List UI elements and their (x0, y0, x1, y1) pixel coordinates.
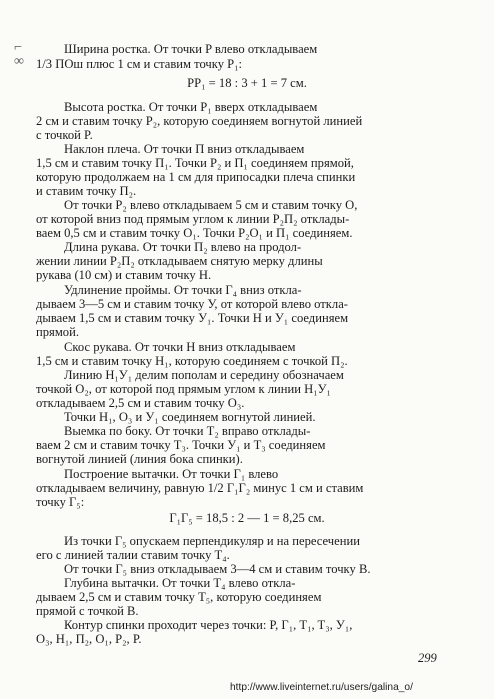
page-number: 299 (418, 651, 437, 665)
text-line: Наклон плеча. От точки П вниз откладываем (64, 142, 305, 156)
text-line: 1,5 см и ставим точку П₁. Точки P₂ и П₁ соединяем прямой, (36, 156, 354, 170)
text-line: Из точки Г₅ опускаем перпендикуляр и на пересечении (64, 534, 360, 548)
text-line: 1,5 см и ставим точку H₁, которую соединяем с точкой П₂. (36, 354, 348, 368)
text-line: Глубина вытачки. От точки T₄ влево откла- (64, 576, 296, 590)
text-line: Ширина ростка. От точки P влево откладываем (64, 42, 318, 56)
text-line: жении линии P₂П₂ откладываем снятую мерку длины (36, 254, 323, 268)
text-line: Построение вытачки. От точки Г₁ влево (64, 467, 279, 481)
margin-mark-1: ⌐ (14, 40, 22, 55)
text-line: 2 см и ставим точку P₂, которую соединяем вогнутой линией (36, 114, 363, 128)
text-line: Контур спинки проходит через точки: P, Г₁, T₁, T₃, У₁, (64, 618, 353, 632)
text-line: Высота ростка. От точки P₁ вверх откладываем (64, 100, 318, 114)
text-line: от которой вниз под прямым углом к линии P₂П₂ отклады- (36, 212, 350, 226)
text-line: которую продолжаем на 1 см для припосадки плеча спинки (36, 170, 356, 184)
text-line: ваем 0,5 см и ставим точку O₁. Точки P₂O₁ и П₁ соединяем. (36, 226, 353, 240)
text-line: прямой с точкой B. (36, 604, 139, 618)
margin-mark-2: ∞ (14, 54, 24, 69)
text-line: рукава (10 см) и ставим точку H. (36, 268, 212, 282)
text-line: дываем 1,5 см и ставим точку У₁. Точки H и У₁ соединяем (36, 311, 349, 325)
text-line: и ставим точку П₂. (36, 184, 137, 198)
text-line: откладываем величину, равную 1/2 Г₁Г₂ минус 1 см и ставим (36, 481, 364, 495)
text-line: O₃, H₁, П₂, O₁, P₂, P. (36, 632, 142, 646)
text-line: Г₁Г₅ = 18,5 : 2 — 1 = 8,25 см. (169, 511, 325, 525)
watermark-url: http://www.liveinternet.ru/users/galina_o/ (230, 682, 413, 693)
text-line: Линию H₁У₁ делим пополам и середину обозначаем (64, 368, 344, 382)
text-line: точку Г₅: (36, 495, 85, 509)
text-line: Точки H₁, O₃ и У₁ соединяем вогнутой линией. (64, 410, 316, 424)
text-line: вогнутой линией (линия бока спинки). (36, 452, 243, 466)
text-line: точкой O₂, от которой под прямым углом к линии H₁У₁ (36, 382, 331, 396)
text-line: 1/3 ПОш плюс 1 см и ставим точку P₁: (36, 57, 243, 71)
text-line: От точки P₂ влево откладываем 5 см и ставим точку O, (64, 198, 358, 212)
text-line: Скос рукава. От точки H вниз откладываем (64, 340, 296, 354)
text-line: От точки Г₅ вниз откладываем 3—4 см и ставим точку B. (64, 562, 371, 576)
text-line: Выемка по боку. От точки T₂ вправо отклады- (64, 424, 311, 438)
text-line: дываем 3—5 см и ставим точку У, от которой влево откла- (36, 297, 348, 311)
text-line: ваем 2 см и ставим точку T₃. Точки У₁ и T₃ соединяем (36, 438, 326, 452)
text-line: дываем 2,5 см и ставим точку T₅, которую соединяем (36, 590, 322, 604)
text-line: его с линией талии ставим точку T₄. (36, 548, 230, 562)
text-line: PP₁ = 18 : 3 + 1 = 7 см. (187, 76, 307, 90)
text-line: откладываем 2,5 см и ставим точку O₃. (36, 396, 245, 410)
text-line: с точкой P. (36, 128, 93, 142)
text-line: Удлинение проймы. От точки Г₄ вниз откла- (64, 283, 302, 297)
text-line: Длина рукава. От точки П₂ влево на продол- (64, 240, 302, 254)
text-line: прямой. (36, 325, 79, 339)
